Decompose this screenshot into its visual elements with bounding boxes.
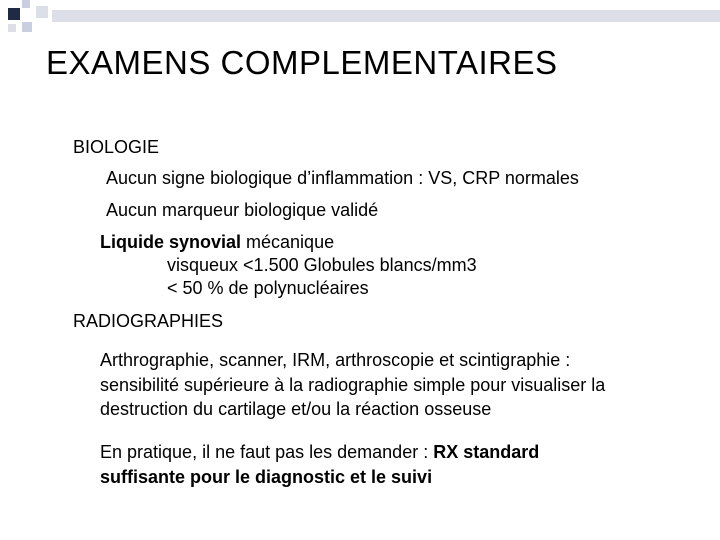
radiographies-para1-line1: Arthrographie, scanner, IRM, arthroscopie et scintigraphie :: [100, 350, 571, 370]
liquide-synovial-line-2: visqueux <1.500 Globules blancs/mm3: [167, 255, 477, 275]
decorative-header-squares: [0, 0, 720, 40]
radiographies-para2-line1: [100, 441, 539, 464]
header-band: [52, 10, 720, 22]
rx-standard-text: RX standard: [433, 442, 540, 462]
biologie-line-1: Aucun signe biologique d’inflammation : VS, CRP normales: [106, 168, 579, 188]
radiographies-heading: RADIOGRAPHIES: [73, 311, 224, 331]
liquide-synovial-type: mécanique: [241, 232, 335, 252]
radiographies-para1-line2: sensibilité supérieure à la radiographie simple pour visualiser la: [100, 375, 606, 395]
liquide-synovial-line: [100, 231, 334, 254]
slide-title: EXAMENS COMPLEMENTAIRES: [46, 44, 558, 81]
biologie-heading: BIOLOGIE: [73, 137, 160, 157]
liquide-synovial-line-3: < 50 % de polynucléaires: [167, 278, 369, 298]
radiographies-para1-line3: destruction du cartilage et/ou la réaction osseuse: [100, 399, 492, 419]
biologie-line-2: Aucun marqueur biologique validé: [106, 200, 379, 220]
light-square-3: [36, 6, 48, 18]
radiographies-para2-text: En pratique, il ne faut pas les demander :: [100, 442, 434, 462]
liquide-synovial-label: Liquide synovial: [100, 232, 242, 252]
light-square-4: [8, 24, 16, 32]
dark-square-1: [8, 8, 20, 20]
light-square-2: [22, 22, 32, 32]
light-square-1: [22, 0, 30, 8]
radiographies-para2-line2: suffisante pour le diagnostic et le suivi: [100, 467, 433, 487]
